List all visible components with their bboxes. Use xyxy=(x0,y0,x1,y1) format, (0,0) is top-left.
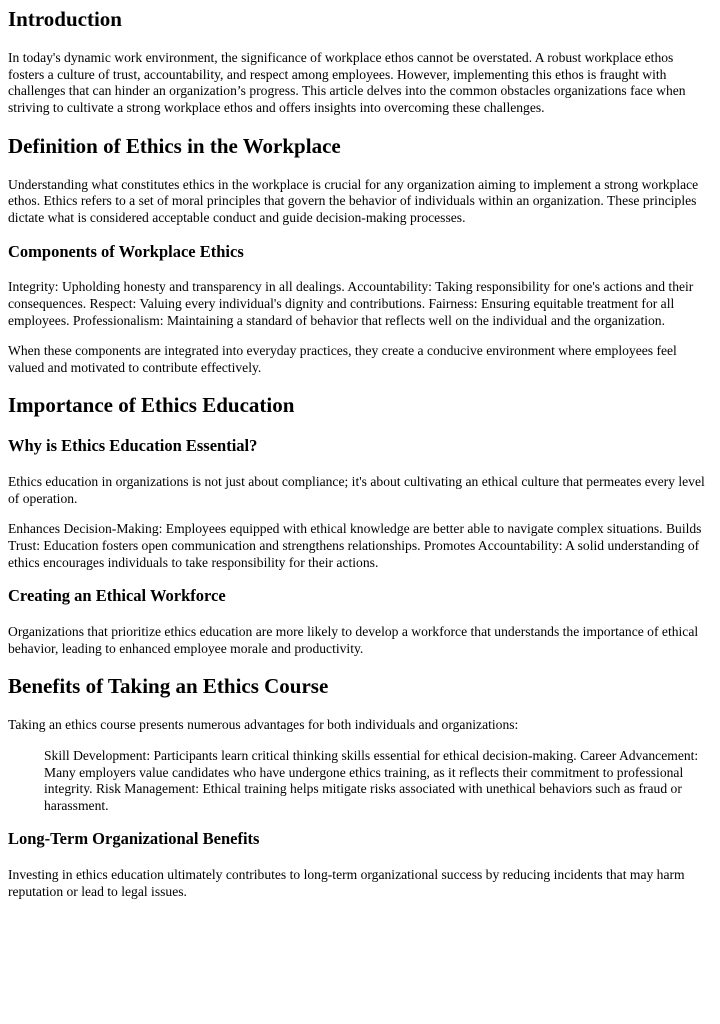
paragraph-benefits-list: Skill Development: Participants learn critical thinking skills essential for ethical decision-making. Career Advancement: Many employers value candidates who have undergone ethics training, as it reflects their commitment to professional integrity. Risk Management: Ethical training helps mitigate risks associated with unethical behaviors such as fraud or harassment. xyxy=(44,748,699,813)
subheading-components: Components of Workplace Ethics xyxy=(8,241,244,261)
paragraph-long-term-benefits: Investing in ethics education ultimately contributes to long-term organizational success by reducing incidents that may harm reputation or lead to legal issues. xyxy=(8,867,685,899)
paragraph-definition: Understanding what constitutes ethics in the workplace is crucial for any organization aiming to implement a strong workplace ethos. Ethics refers to a set of moral principles that govern the behavior of individuals within an organization. These principles dictate what is considered acceptable conduct and guide decision-making processes. xyxy=(8,176,699,225)
paragraph-ethical-workforce: Organizations that prioritize ethics education are more likely to develop a workforce that understands the importance of ethical behavior, leading to enhanced employee morale and productivity. xyxy=(8,624,699,656)
heading-benefits: Benefits of Taking an Ethics Course xyxy=(8,674,329,699)
heading-importance: Importance of Ethics Education xyxy=(8,393,295,418)
subheading-why-essential: Why is Ethics Education Essential? xyxy=(8,436,258,456)
subheading-long-term-benefits: Long-Term Organizational Benefits xyxy=(8,829,260,849)
paragraph-introduction: In today's dynamic work environment, the significance of workplace ethos cannot be overstated. A robust workplace ethos fosters a culture of trust, accountability, and respect among employees. However, implementing this ethos is fraught with challenges that can hinder an organization’s progress. This article delves into the common obstacles organizations face when striving to cultivate a strong workplace ethos and offers insights into overcoming these challenges. xyxy=(8,50,686,115)
paragraph-why-benefits: Enhances Decision-Making: Employees equipped with ethical knowledge are better able to navigate complex situations. Builds Trust: Education fosters open communication and strengthens relationships. Promotes Accountability: A solid understanding of ethics encourages individuals to take responsibility for their actions. xyxy=(8,521,702,570)
heading-definition: Definition of Ethics in the Workplace xyxy=(8,133,341,158)
paragraph-components-list: Integrity: Upholding honesty and transparency in all dealings. Accountability: Taking responsibility for one's actions and their consequences. Respect: Valuing every individual's dignity and contributions. Fairness: Ensuring equitable treatment for all employees. Professionalism: Maintaining a standard of behavior that reflects well on the individual and the organization. xyxy=(8,279,694,328)
subheading-ethical-workforce: Creating an Ethical Workforce xyxy=(8,586,226,606)
paragraph-components-summary: When these components are integrated into everyday practices, they create a conducive environment where employees feel valued and motivated to contribute effectively. xyxy=(8,343,677,375)
paragraph-benefits-intro: Taking an ethics course presents numerous advantages for both individuals and organizations: xyxy=(8,717,519,733)
benefits-quote xyxy=(44,748,712,814)
paragraph-why-essential: Ethics education in organizations is not just about compliance; it's about cultivating an ethical culture that permeates every level of operation. xyxy=(8,474,705,506)
article xyxy=(0,7,720,900)
heading-introduction: Introduction xyxy=(8,7,122,31)
